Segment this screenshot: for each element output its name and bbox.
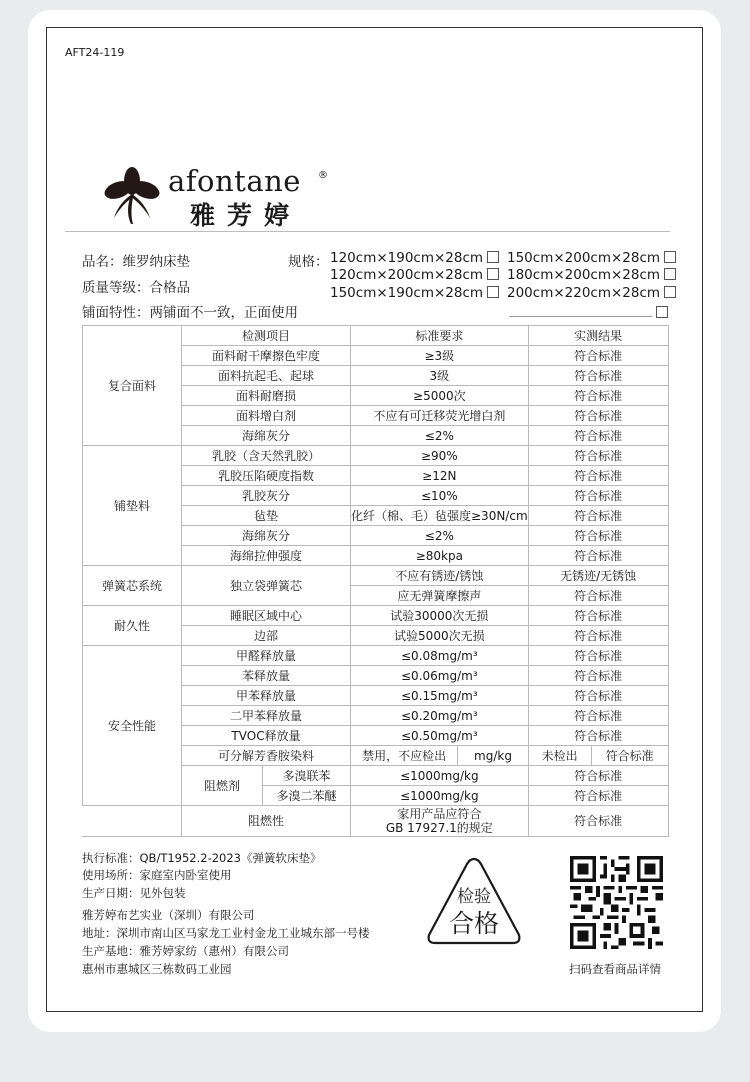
header-cell: 标准要求 xyxy=(351,326,529,346)
cell-item: 乳胶压陷硬度指数 xyxy=(182,466,351,486)
cell-result: 符合标准 xyxy=(528,626,668,646)
checkbox xyxy=(664,268,676,280)
cell-item: 海绵灰分 xyxy=(182,526,351,546)
cell-requirement: ≤2% xyxy=(351,426,529,446)
cell-item: 苯释放量 xyxy=(182,666,351,686)
qr-caption: 扫码查看商品详情 xyxy=(569,962,661,976)
cell-requirement: ≤10% xyxy=(351,486,529,506)
group-label: 复合面料 xyxy=(83,326,182,446)
checkbox xyxy=(664,251,676,263)
cell-item: 面料抗起毛、起球 xyxy=(182,366,351,386)
spec-size: 200cm×220cm×28cm xyxy=(507,285,661,301)
cell-item: 甲醛释放量 xyxy=(182,646,351,666)
cell-result: 符合标准 xyxy=(528,606,668,626)
cell-item: 多溴二苯醚 xyxy=(263,786,351,806)
executive-standard: 执行标准：QB/T1952.2-2023《弹簧软床垫》 xyxy=(82,851,322,865)
spec-label: 规格： xyxy=(288,254,329,270)
empty-cell xyxy=(83,806,182,837)
cell-result: 符合标准 xyxy=(528,526,668,546)
cell-result: 符合标准 xyxy=(528,346,668,366)
cell-item: 面料增白剂 xyxy=(182,406,351,426)
production-date: 生产日期：见外包装 xyxy=(82,886,186,900)
cell-item: 面料耐磨损 xyxy=(182,386,351,406)
cell-requirement: 3级 xyxy=(351,366,529,386)
production-base: 生产基地：雅芳婷家纺（惠州）有限公司 xyxy=(82,944,289,958)
checkbox xyxy=(487,286,499,298)
cell-requirement: ≤0.50mg/m³ xyxy=(351,726,529,746)
brand-name-cn: 雅芳婷 xyxy=(190,201,302,230)
checkbox xyxy=(487,268,499,280)
company-name: 雅芳婷布艺实业（深圳）有限公司 xyxy=(82,908,255,922)
cell-result: 符合标准 xyxy=(528,586,668,606)
cell-requirement: 应无弹簧摩擦声 xyxy=(351,586,529,606)
brand-flower-icon xyxy=(104,166,160,226)
cell-result: 符合标准 xyxy=(528,466,668,486)
cell-item: 独立袋弹簧芯 xyxy=(182,566,351,606)
inspection-passed-badge xyxy=(424,855,524,947)
cell-requirement: ≥12N xyxy=(351,466,529,486)
cell-result: 符合标准 xyxy=(528,706,668,726)
quality-grade: 质量等级：合格品 xyxy=(82,280,190,296)
badge-line-1: 检验 xyxy=(457,887,491,907)
label-code: AFT24-119 xyxy=(65,46,125,59)
cell-result: 符合标准 xyxy=(528,406,668,426)
base-address: 惠州市惠城区三栋数码工业园 xyxy=(82,962,232,976)
cell-requirement: ≥90% xyxy=(351,446,529,466)
cell-requirement: ≥5000次 xyxy=(351,386,529,406)
cell-result: 符合标准 xyxy=(528,786,668,806)
subgroup-label: 阻燃剂 xyxy=(182,766,263,806)
cell-result: 符合标准 xyxy=(528,486,668,506)
cell-requirement: 化纤（棉、毛）毡强度≥30N/cm xyxy=(351,506,529,526)
cell-requirement: ≥3级 xyxy=(351,346,529,366)
spec-size: 150cm×190cm×28cm xyxy=(330,285,484,301)
requirement-line: 家用产品应符合 xyxy=(397,807,482,821)
qr-code-icon[interactable] xyxy=(568,856,665,949)
cell-requirement: ≤0.08mg/m³ xyxy=(351,646,529,666)
cell-result: 符合标准 xyxy=(528,506,668,526)
cell-result: 符合标准 xyxy=(528,366,668,386)
cell-result: 符合标准 xyxy=(528,806,668,837)
group-label: 耐久性 xyxy=(83,606,182,646)
checkbox xyxy=(656,306,668,318)
cell-result: 符合标准 xyxy=(528,666,668,686)
cell-item: 乳胶灰分 xyxy=(182,486,351,506)
spec-size: 150cm×200cm×28cm xyxy=(507,250,661,266)
badge-line-2: 合格 xyxy=(448,909,500,938)
company-address: 地址：深圳市南山区马家龙工业村金龙工业城东部一号楼 xyxy=(82,926,370,940)
spec-option xyxy=(507,250,676,266)
spec-option xyxy=(507,285,676,301)
cell-requirement: 禁用，不应检出 xyxy=(351,746,458,766)
spec-option xyxy=(330,267,499,283)
cell-requirement: ≤1000mg/kg xyxy=(351,786,529,806)
cell-requirement: ≤0.15mg/m³ xyxy=(351,686,529,706)
brand-name-en: afontane xyxy=(168,164,301,198)
table-row xyxy=(83,806,669,837)
cell-item: 边部 xyxy=(182,626,351,646)
blank-spec-line xyxy=(509,316,652,317)
cell-item: 面料耐干摩擦色牢度 xyxy=(182,346,351,366)
cell-item: 二甲苯释放量 xyxy=(182,706,351,726)
checkbox xyxy=(487,251,499,263)
cell-item: 毡垫 xyxy=(182,506,351,526)
spec-option xyxy=(330,250,499,266)
cell-result: 符合标准 xyxy=(528,426,668,446)
header-cell: 实测结果 xyxy=(528,326,668,346)
table-row xyxy=(83,446,669,466)
cell-measured: 未检出 xyxy=(528,746,591,766)
cell-requirement: 不应有可迁移荧光增白剂 xyxy=(351,406,529,426)
cell-requirement: 不应有锈迹/锈蚀 xyxy=(351,566,529,586)
cell-result: 符合标准 xyxy=(528,646,668,666)
group-label: 铺垫料 xyxy=(83,446,182,566)
cell-item: 可分解芳香胺染料 xyxy=(182,746,351,766)
cell-result: 无锈迹/无锈蚀 xyxy=(528,566,668,586)
divider xyxy=(65,231,670,232)
cell-result: 符合标准 xyxy=(528,726,668,746)
cell-item: TVOC释放量 xyxy=(182,726,351,746)
cell-requirement: ≤2% xyxy=(351,526,529,546)
cell-item: 乳胶（含天然乳胶） xyxy=(182,446,351,466)
cell-result: 符合标准 xyxy=(591,746,668,766)
cell-requirement: ≤1000mg/kg xyxy=(351,766,529,786)
spec-size: 120cm×190cm×28cm xyxy=(330,250,484,266)
cell-requirement xyxy=(351,806,529,837)
cell-requirement: ≥80kpa xyxy=(351,546,529,566)
group-label: 弹簧芯系统 xyxy=(83,566,182,606)
cell-item: 甲苯释放量 xyxy=(182,686,351,706)
cell-result: 符合标准 xyxy=(528,546,668,566)
surface-feature: 铺面特性：两铺面不一致，正面使用 xyxy=(82,305,298,321)
header-cell: 检测项目 xyxy=(182,326,351,346)
cell-result: 符合标准 xyxy=(528,386,668,406)
spec-option xyxy=(330,285,499,301)
cell-requirement: 试验30000次无损 xyxy=(351,606,529,626)
cell-item: 海绵灰分 xyxy=(182,426,351,446)
cell-requirement: ≤0.06mg/m³ xyxy=(351,666,529,686)
product-name: 品名：维罗纳床垫 xyxy=(82,254,190,270)
cell-requirement: ≤0.20mg/m³ xyxy=(351,706,529,726)
test-results-table xyxy=(82,325,669,837)
cell-item: 海绵拉伸强度 xyxy=(182,546,351,566)
cell-result: 符合标准 xyxy=(528,446,668,466)
table-row xyxy=(83,606,669,626)
spec-size: 120cm×200cm×28cm xyxy=(330,267,484,283)
spec-option xyxy=(507,267,676,283)
checkbox xyxy=(664,286,676,298)
table-row xyxy=(83,566,669,586)
cell-result: 符合标准 xyxy=(528,766,668,786)
cell-result: 符合标准 xyxy=(528,686,668,706)
spec-size: 180cm×200cm×28cm xyxy=(507,267,661,283)
requirement-line: GB 17927.1的规定 xyxy=(385,821,493,835)
usage-place: 使用场所：家庭室内卧室使用 xyxy=(82,868,232,882)
cell-item: 阻燃性 xyxy=(182,806,351,837)
table-header-row xyxy=(83,326,669,346)
registered-mark: ® xyxy=(318,170,328,181)
cell-item: 睡眠区域中心 xyxy=(182,606,351,626)
cell-unit: mg/kg xyxy=(458,746,528,766)
table-row xyxy=(83,646,669,666)
cell-item: 多溴联苯 xyxy=(263,766,351,786)
group-label: 安全性能 xyxy=(83,646,182,806)
cell-requirement: 试验5000次无损 xyxy=(351,626,529,646)
